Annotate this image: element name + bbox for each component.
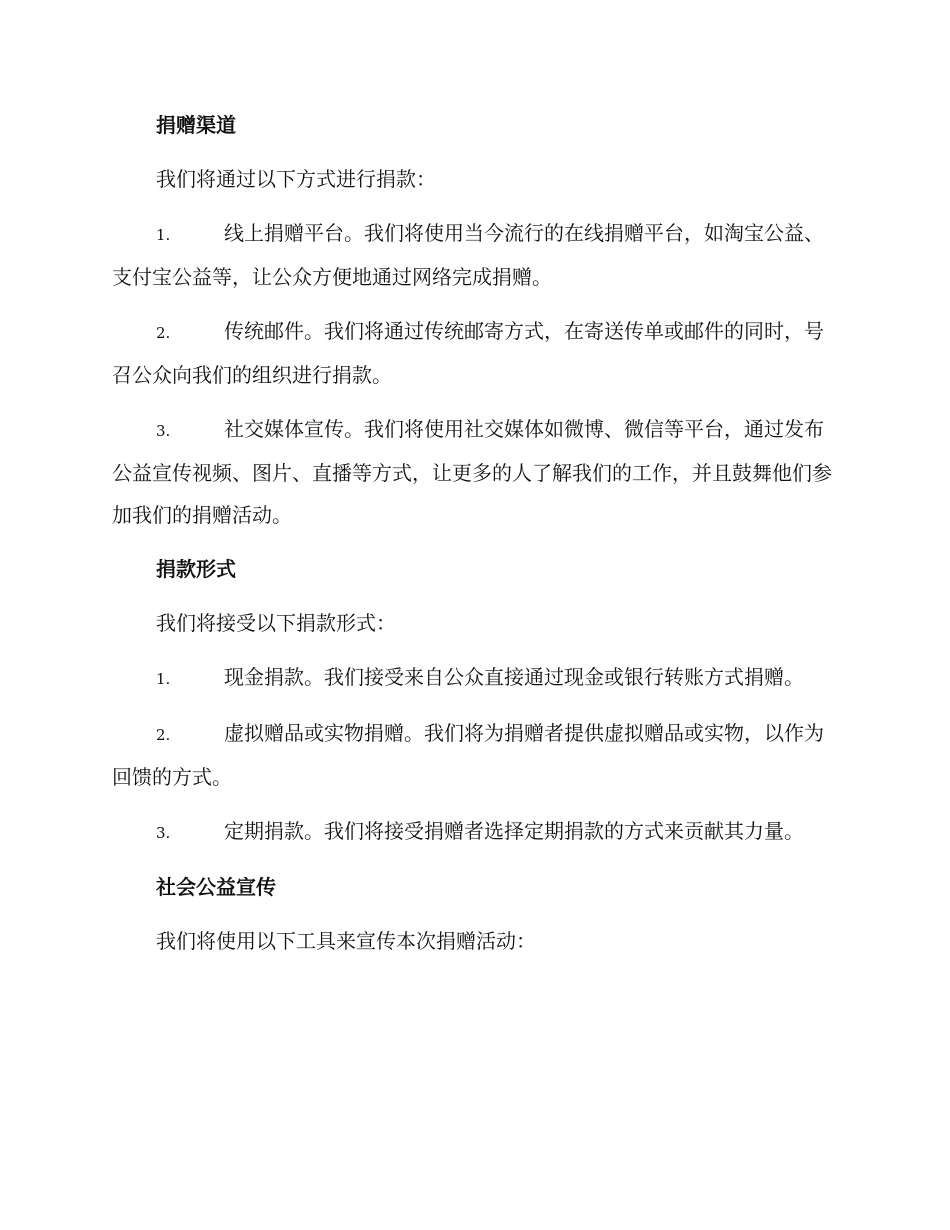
list-item-number: 3. <box>156 422 171 440</box>
list-item-number: 1. <box>156 226 171 244</box>
list-item-number: 3. <box>156 824 171 842</box>
list-item-text: 虚拟赠品或实物捐赠。我们将为捐赠者提供虚拟赠品或实物，以作为回馈的方式。 <box>112 721 824 789</box>
list-item <box>112 810 834 854</box>
list-item <box>112 310 834 396</box>
section-heading-donation-forms: 捐款形式 <box>156 557 236 581</box>
section-heading-public-welfare-promotion: 社会公益宣传 <box>156 875 276 899</box>
list-item <box>112 408 834 536</box>
document-body <box>112 104 834 974</box>
section-intro: 我们将使用以下工具来宣传本次捐赠活动： <box>156 929 536 953</box>
list-item-text: 现金捐款。我们接受来自公众直接通过现金或银行转账方式捐赠。 <box>224 665 804 689</box>
list-item <box>112 656 834 700</box>
section-heading-donation-channels: 捐赠渠道 <box>156 113 236 137</box>
list-item-number: 1. <box>156 670 171 688</box>
section-intro: 我们将接受以下捐款形式： <box>156 611 396 635</box>
list-item <box>112 212 834 298</box>
list-item-text: 定期捐款。我们将接受捐赠者选择定期捐款的方式来贡献其力量。 <box>224 819 804 843</box>
section-intro: 我们将通过以下方式进行捐款： <box>156 167 436 191</box>
list-item-number: 2. <box>156 324 171 342</box>
list-item-text: 社交媒体宣传。我们将使用社交媒体如微博、微信等平台，通过发布公益宣传视频、图片、直播等方式，让更多的人了解我们的工作，并且鼓舞他们参加我们的捐赠活动。 <box>112 417 832 527</box>
list-item-text: 线上捐赠平台。我们将使用当今流行的在线捐赠平台，如淘宝公益、支付宝公益等，让公众方便地通过网络完成捐赠。 <box>112 221 824 289</box>
list-item-text: 传统邮件。我们将通过传统邮寄方式，在寄送传单或邮件的同时，号召公众向我们的组织进行捐款。 <box>112 319 824 387</box>
list-item-number: 2. <box>156 726 171 744</box>
list-item <box>112 712 834 798</box>
